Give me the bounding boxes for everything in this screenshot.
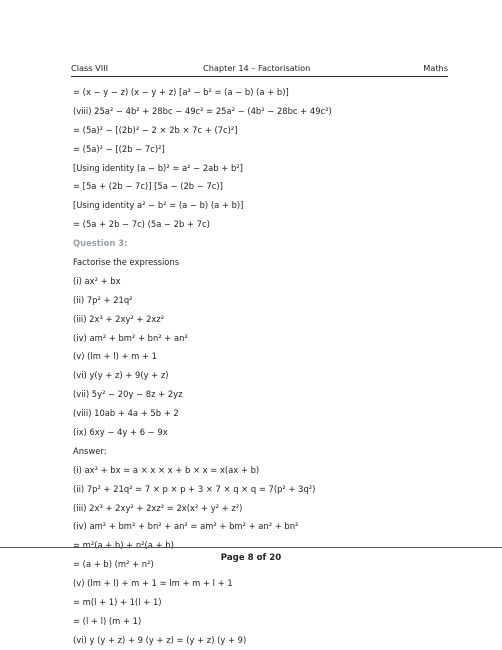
content-line: (viii) 25a² − 4b² + 28bc − 49c² = 25a² − (4b² − 28bc + 49c²) <box>73 105 332 116</box>
content-line: (ii) 7p² + 21q² = 7 × p × p + 3 × 7 × q × q = 7(p² + 3q²) <box>73 483 316 494</box>
content-line: (ii) 7p² + 21q² <box>73 294 133 305</box>
content-line: (iv) am² + bm² + bn² + an² = am² + bm² + an² + bn² <box>73 521 299 532</box>
content-line: = m(l + 1) + 1(l + 1) <box>73 597 162 608</box>
content-line: (viii) 10ab + 4a + 5b + 2 <box>73 408 179 419</box>
header-chapter: Chapter 14 – Factorisation <box>203 63 311 73</box>
content-line: = [5a + (2b − 7c)] [5a − (2b − 7c)] <box>73 181 223 192</box>
content-line: (vii) 5y² − 20y − 8z + 2yz <box>73 389 183 400</box>
footer-divider <box>0 547 502 548</box>
content-line: = (5a)² − [(2b − 7c)²] <box>73 143 165 154</box>
content-line: (vi) y (y + z) + 9 (y + z) = (y + z) (y + 9) <box>73 634 247 645</box>
header-subject: Maths <box>423 63 448 73</box>
answer-label: Answer: <box>73 445 107 456</box>
page-content <box>73 83 453 650</box>
content-line: (i) ax² + bx = a × x × x + b × x = x(ax + b) <box>73 464 260 475</box>
content-line: = (5a + 2b − 7c) (5a − 2b + 7c) <box>73 219 210 230</box>
content-line: = (x − y − z) (x − y + z) [a² − b² = (a − b) (a + b)] <box>73 87 289 97</box>
content-line: = m²(a + b) + n²(a + b) <box>73 540 174 551</box>
content-line: (iii) 2x³ + 2xy² + 2xz² <box>73 313 165 324</box>
content-line: = (l + l) (m + 1) <box>73 615 142 626</box>
content-line: [Using identity a² − b² = (a − b) (a + b)] <box>73 200 244 211</box>
content-line: = (a + b) (m² + n²) <box>73 559 154 570</box>
question-heading: Question 3: <box>73 238 128 249</box>
page-header <box>71 63 448 75</box>
header-divider <box>71 76 448 77</box>
content-line: (iii) 2x³ + 2xy² + 2xz² = 2x(x² + y² + z²) <box>73 502 243 513</box>
content-line: = (5a)² − [(2b)² − 2 × 2b × 7c + (7c)²] <box>73 124 238 135</box>
header-class: Class VIII <box>71 63 108 73</box>
content-line: Factorise the expressions <box>73 257 180 268</box>
page-number: Page 8 of 20 <box>220 553 282 563</box>
content-line: (v) (lm + l) + m + 1 <box>73 351 158 362</box>
content-line: (ix) 6xy − 4y + 6 − 9x <box>73 427 168 438</box>
content-line: [Using identity (a − b)² = a² − 2ab + b²] <box>73 162 243 173</box>
content-line: (iv) am² + bm² + bn² + an² <box>73 332 188 343</box>
content-line: (vi) y(y + z) + 9(y + z) <box>73 370 169 381</box>
content-line: (i) ax² + bx <box>73 275 121 286</box>
content-line: (v) (lm + l) + m + 1 = lm + m + l + 1 <box>73 578 233 589</box>
